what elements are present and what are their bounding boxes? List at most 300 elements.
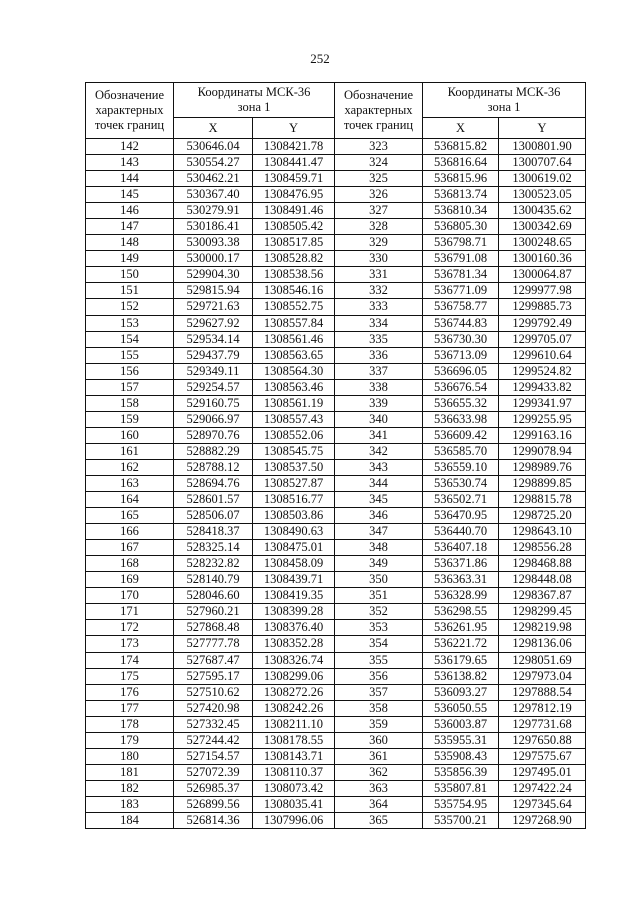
x-header-left: X: [174, 118, 253, 139]
point-number-right: 364: [335, 796, 423, 812]
point-number-right: 324: [335, 155, 423, 171]
table-row: [86, 139, 586, 155]
point-number-left: 143: [86, 155, 174, 171]
table-row: [86, 572, 586, 588]
table-row: [86, 492, 586, 508]
y-value-left: 1307996.06: [253, 812, 335, 828]
x-value-left: 529534.14: [174, 331, 253, 347]
table-row: [86, 347, 586, 363]
x-value-right: 536816.64: [423, 155, 499, 171]
x-value-left: 527332.45: [174, 716, 253, 732]
y-value-left: 1308545.75: [253, 443, 335, 459]
point-number-left: 163: [86, 475, 174, 491]
point-number-right: 334: [335, 315, 423, 331]
y-value-left: 1308299.06: [253, 668, 335, 684]
x-value-left: 527154.57: [174, 748, 253, 764]
y-value-left: 1308517.85: [253, 235, 335, 251]
x-value-left: 530646.04: [174, 139, 253, 155]
x-value-left: 527960.21: [174, 604, 253, 620]
y-value-left: 1308419.35: [253, 588, 335, 604]
x-value-left: 527687.47: [174, 652, 253, 668]
coordinates-table: [85, 82, 586, 829]
y-value-left: 1308561.19: [253, 395, 335, 411]
point-number-left: 167: [86, 540, 174, 556]
point-number-left: 160: [86, 427, 174, 443]
x-value-left: 527072.39: [174, 764, 253, 780]
x-value-left: 530000.17: [174, 251, 253, 267]
x-value-right: 536559.10: [423, 459, 499, 475]
y-value-left: 1308035.41: [253, 796, 335, 812]
x-value-right: 536328.99: [423, 588, 499, 604]
x-value-left: 529721.63: [174, 299, 253, 315]
x-value-left: 528694.76: [174, 475, 253, 491]
y-value-left: 1308441.47: [253, 155, 335, 171]
y-value-right: 1298299.45: [499, 604, 586, 620]
y-value-right: 1298051.69: [499, 652, 586, 668]
y-value-right: 1298136.06: [499, 636, 586, 652]
y-value-right: 1297973.04: [499, 668, 586, 684]
x-value-right: 536502.71: [423, 492, 499, 508]
y-value-left: 1308458.09: [253, 556, 335, 572]
point-number-right: 340: [335, 411, 423, 427]
y-value-left: 1308538.56: [253, 267, 335, 283]
y-value-left: 1308143.71: [253, 748, 335, 764]
point-number-left: 175: [86, 668, 174, 684]
point-number-right: 341: [335, 427, 423, 443]
table-row: [86, 556, 586, 572]
point-number-right: 326: [335, 187, 423, 203]
table-row: [86, 620, 586, 636]
y-value-left: 1308421.78: [253, 139, 335, 155]
y-value-right: 1300619.02: [499, 171, 586, 187]
x-value-left: 529815.94: [174, 283, 253, 299]
y-value-left: 1308110.37: [253, 764, 335, 780]
table-row: [86, 668, 586, 684]
y-value-right: 1298899.85: [499, 475, 586, 491]
y-value-left: 1308475.01: [253, 540, 335, 556]
x-value-left: 526985.37: [174, 780, 253, 796]
y-value-right: 1300435.62: [499, 203, 586, 219]
table-row: [86, 508, 586, 524]
table-row: [86, 604, 586, 620]
point-number-left: 177: [86, 700, 174, 716]
point-number-right: 351: [335, 588, 423, 604]
x-header-right: X: [423, 118, 499, 139]
x-value-left: 530279.91: [174, 203, 253, 219]
point-number-right: 328: [335, 219, 423, 235]
point-number-left: 155: [86, 347, 174, 363]
x-value-left: 529066.97: [174, 411, 253, 427]
x-value-right: 536730.30: [423, 331, 499, 347]
point-number-right: 356: [335, 668, 423, 684]
y-value-right: 1300160.36: [499, 251, 586, 267]
table-row: [86, 459, 586, 475]
y-value-right: 1297575.67: [499, 748, 586, 764]
x-value-left: 527420.98: [174, 700, 253, 716]
point-number-left: 159: [86, 411, 174, 427]
y-value-left: 1308552.75: [253, 299, 335, 315]
point-number-right: 352: [335, 604, 423, 620]
point-number-right: 350: [335, 572, 423, 588]
x-value-right: 535754.95: [423, 796, 499, 812]
point-number-right: 360: [335, 732, 423, 748]
coords-header-right: Координаты МСК-36 зона 1: [423, 83, 586, 118]
table-row: [86, 700, 586, 716]
x-value-right: 536440.70: [423, 524, 499, 540]
table-row: [86, 363, 586, 379]
point-number-left: 157: [86, 379, 174, 395]
table-row: [86, 780, 586, 796]
y-value-left: 1308546.16: [253, 283, 335, 299]
point-number-left: 153: [86, 315, 174, 331]
point-number-right: 329: [335, 235, 423, 251]
y-value-left: 1308557.84: [253, 315, 335, 331]
y-value-right: 1299610.64: [499, 347, 586, 363]
y-value-left: 1308211.10: [253, 716, 335, 732]
point-number-right: 353: [335, 620, 423, 636]
x-value-right: 536815.82: [423, 139, 499, 155]
point-number-left: 180: [86, 748, 174, 764]
x-value-right: 536713.09: [423, 347, 499, 363]
table-row: [86, 299, 586, 315]
point-number-right: 345: [335, 492, 423, 508]
table-row: [86, 411, 586, 427]
y-value-right: 1300801.90: [499, 139, 586, 155]
x-value-right: 536813.74: [423, 187, 499, 203]
table-row: [86, 155, 586, 171]
x-value-right: 536676.54: [423, 379, 499, 395]
table-row: [86, 636, 586, 652]
point-number-right: 358: [335, 700, 423, 716]
point-number-left: 178: [86, 716, 174, 732]
x-value-right: 536585.70: [423, 443, 499, 459]
y-value-right: 1297888.54: [499, 684, 586, 700]
table-row: [86, 475, 586, 491]
x-value-left: 528418.37: [174, 524, 253, 540]
x-value-right: 536371.86: [423, 556, 499, 572]
x-value-left: 527510.62: [174, 684, 253, 700]
point-number-right: 354: [335, 636, 423, 652]
point-number-right: 347: [335, 524, 423, 540]
y-value-right: 1298367.87: [499, 588, 586, 604]
y-value-left: 1308459.71: [253, 171, 335, 187]
point-number-right: 342: [335, 443, 423, 459]
point-number-left: 165: [86, 508, 174, 524]
x-value-right: 536261.95: [423, 620, 499, 636]
x-value-right: 535908.43: [423, 748, 499, 764]
x-value-right: 535856.39: [423, 764, 499, 780]
table-row: [86, 235, 586, 251]
y-value-right: 1299885.73: [499, 299, 586, 315]
point-number-left: 172: [86, 620, 174, 636]
table-row: [86, 315, 586, 331]
x-value-left: 530554.27: [174, 155, 253, 171]
y-value-left: 1308476.95: [253, 187, 335, 203]
y-value-left: 1308561.46: [253, 331, 335, 347]
point-number-right: 344: [335, 475, 423, 491]
x-value-right: 536138.82: [423, 668, 499, 684]
table-row: [86, 267, 586, 283]
y-value-right: 1299705.07: [499, 331, 586, 347]
point-number-left: 168: [86, 556, 174, 572]
point-number-left: 164: [86, 492, 174, 508]
y-value-left: 1308490.63: [253, 524, 335, 540]
point-number-left: 146: [86, 203, 174, 219]
point-number-left: 181: [86, 764, 174, 780]
point-number-right: 327: [335, 203, 423, 219]
y-value-left: 1308563.65: [253, 347, 335, 363]
y-value-left: 1308242.26: [253, 700, 335, 716]
x-value-right: 536093.27: [423, 684, 499, 700]
point-number-left: 161: [86, 443, 174, 459]
x-value-left: 530186.41: [174, 219, 253, 235]
x-value-left: 528046.60: [174, 588, 253, 604]
table-row: [86, 716, 586, 732]
y-header-left: Y: [253, 118, 335, 139]
x-value-left: 530093.38: [174, 235, 253, 251]
point-number-right: 332: [335, 283, 423, 299]
point-number-left: 179: [86, 732, 174, 748]
table-row: [86, 524, 586, 540]
point-number-right: 355: [335, 652, 423, 668]
x-value-left: 528882.29: [174, 443, 253, 459]
point-label-header-left: Обозначение характерных точек границ: [86, 83, 174, 139]
x-value-left: 527868.48: [174, 620, 253, 636]
table-row: [86, 684, 586, 700]
point-number-left: 169: [86, 572, 174, 588]
x-value-right: 535807.81: [423, 780, 499, 796]
y-value-right: 1300342.69: [499, 219, 586, 235]
y-value-right: 1298556.28: [499, 540, 586, 556]
table-row: [86, 812, 586, 828]
point-number-right: 359: [335, 716, 423, 732]
point-number-right: 339: [335, 395, 423, 411]
table-row: [86, 443, 586, 459]
page-number: 252: [310, 51, 330, 66]
y-value-right: 1298815.78: [499, 492, 586, 508]
y-value-right: 1297495.01: [499, 764, 586, 780]
point-number-left: 150: [86, 267, 174, 283]
point-number-left: 183: [86, 796, 174, 812]
point-number-left: 173: [86, 636, 174, 652]
y-value-right: 1299341.97: [499, 395, 586, 411]
point-number-left: 162: [86, 459, 174, 475]
y-value-right: 1298643.10: [499, 524, 586, 540]
x-value-right: 536221.72: [423, 636, 499, 652]
y-value-left: 1308491.46: [253, 203, 335, 219]
y-value-left: 1308439.71: [253, 572, 335, 588]
point-number-right: 333: [335, 299, 423, 315]
x-value-left: 529627.92: [174, 315, 253, 331]
x-value-right: 536470.95: [423, 508, 499, 524]
y-value-left: 1308552.06: [253, 427, 335, 443]
table-row: [86, 171, 586, 187]
x-value-left: 530367.40: [174, 187, 253, 203]
table-row: [86, 395, 586, 411]
x-value-left: 529437.79: [174, 347, 253, 363]
y-value-right: 1298468.88: [499, 556, 586, 572]
y-value-right: 1298989.76: [499, 459, 586, 475]
point-number-right: 348: [335, 540, 423, 556]
y-value-right: 1297268.90: [499, 812, 586, 828]
y-value-left: 1308557.43: [253, 411, 335, 427]
point-number-left: 152: [86, 299, 174, 315]
x-value-left: 527777.78: [174, 636, 253, 652]
point-number-left: 142: [86, 139, 174, 155]
point-number-left: 166: [86, 524, 174, 540]
point-number-left: 148: [86, 235, 174, 251]
y-value-left: 1308399.28: [253, 604, 335, 620]
point-number-left: 158: [86, 395, 174, 411]
x-value-right: 536655.32: [423, 395, 499, 411]
y-value-right: 1297650.88: [499, 732, 586, 748]
y-value-left: 1308272.26: [253, 684, 335, 700]
y-value-left: 1308528.82: [253, 251, 335, 267]
x-value-right: 536771.09: [423, 283, 499, 299]
table-row: [86, 796, 586, 812]
y-value-left: 1308564.30: [253, 363, 335, 379]
point-label-header-right: Обозначение характерных точек границ: [335, 83, 423, 139]
point-number-right: 325: [335, 171, 423, 187]
y-value-right: 1299433.82: [499, 379, 586, 395]
x-value-right: 536798.71: [423, 235, 499, 251]
point-number-right: 343: [335, 459, 423, 475]
x-value-right: 536407.18: [423, 540, 499, 556]
x-value-right: 535700.21: [423, 812, 499, 828]
y-value-right: 1299078.94: [499, 443, 586, 459]
point-number-right: 323: [335, 139, 423, 155]
x-value-right: 536050.55: [423, 700, 499, 716]
y-value-left: 1308503.86: [253, 508, 335, 524]
y-value-right: 1297731.68: [499, 716, 586, 732]
y-value-left: 1308516.77: [253, 492, 335, 508]
point-number-right: 346: [335, 508, 423, 524]
x-value-right: 536758.77: [423, 299, 499, 315]
point-number-right: 362: [335, 764, 423, 780]
y-value-left: 1308352.28: [253, 636, 335, 652]
table-row: [86, 283, 586, 299]
y-value-right: 1298448.08: [499, 572, 586, 588]
x-value-right: 536744.83: [423, 315, 499, 331]
point-number-right: 349: [335, 556, 423, 572]
point-number-left: 176: [86, 684, 174, 700]
point-number-right: 336: [335, 347, 423, 363]
table-row: [86, 732, 586, 748]
x-value-right: 536003.87: [423, 716, 499, 732]
x-value-right: 536609.42: [423, 427, 499, 443]
y-value-left: 1308505.42: [253, 219, 335, 235]
table-row: [86, 748, 586, 764]
table-row: [86, 764, 586, 780]
x-value-left: 528140.79: [174, 572, 253, 588]
x-value-right: 536298.55: [423, 604, 499, 620]
coords-header-left: Координаты МСК-36 зона 1: [174, 83, 335, 118]
y-value-left: 1308537.50: [253, 459, 335, 475]
x-value-right: 536179.65: [423, 652, 499, 668]
x-value-left: 527595.17: [174, 668, 253, 684]
point-number-left: 145: [86, 187, 174, 203]
table-row: [86, 427, 586, 443]
point-number-left: 144: [86, 171, 174, 187]
point-number-right: 365: [335, 812, 423, 828]
x-value-left: 530462.21: [174, 171, 253, 187]
x-value-right: 536696.05: [423, 363, 499, 379]
point-number-left: 184: [86, 812, 174, 828]
x-value-left: 526899.56: [174, 796, 253, 812]
y-value-right: 1298219.98: [499, 620, 586, 636]
table-row: [86, 219, 586, 235]
x-value-left: 528506.07: [174, 508, 253, 524]
y-value-right: 1297812.19: [499, 700, 586, 716]
point-number-left: 154: [86, 331, 174, 347]
x-value-right: 536805.30: [423, 219, 499, 235]
x-value-left: 529349.11: [174, 363, 253, 379]
x-value-left: 529160.75: [174, 395, 253, 411]
x-value-right: 536810.34: [423, 203, 499, 219]
point-number-left: 151: [86, 283, 174, 299]
y-value-right: 1297345.64: [499, 796, 586, 812]
y-value-right: 1300248.65: [499, 235, 586, 251]
y-value-right: 1300707.64: [499, 155, 586, 171]
x-value-left: 529904.30: [174, 267, 253, 283]
y-value-right: 1300523.05: [499, 187, 586, 203]
point-number-left: 170: [86, 588, 174, 604]
point-number-left: 174: [86, 652, 174, 668]
x-value-left: 528601.57: [174, 492, 253, 508]
point-number-right: 361: [335, 748, 423, 764]
y-value-left: 1308073.42: [253, 780, 335, 796]
table-row: [86, 251, 586, 267]
point-number-right: 335: [335, 331, 423, 347]
x-value-right: 535955.31: [423, 732, 499, 748]
y-value-left: 1308326.74: [253, 652, 335, 668]
table-row: [86, 652, 586, 668]
x-value-right: 536530.74: [423, 475, 499, 491]
table-row: [86, 331, 586, 347]
table-row: [86, 379, 586, 395]
point-number-right: 357: [335, 684, 423, 700]
x-value-left: 528970.76: [174, 427, 253, 443]
x-value-left: 528325.14: [174, 540, 253, 556]
y-value-right: 1299977.98: [499, 283, 586, 299]
x-value-right: 536363.31: [423, 572, 499, 588]
y-value-right: 1299163.16: [499, 427, 586, 443]
x-value-left: 528788.12: [174, 459, 253, 475]
point-number-left: 182: [86, 780, 174, 796]
point-number-right: 331: [335, 267, 423, 283]
table-row: [86, 540, 586, 556]
point-number-right: 337: [335, 363, 423, 379]
x-value-right: 536633.98: [423, 411, 499, 427]
x-value-right: 536781.34: [423, 267, 499, 283]
y-value-left: 1308178.55: [253, 732, 335, 748]
x-value-right: 536815.96: [423, 171, 499, 187]
y-value-left: 1308376.40: [253, 620, 335, 636]
point-number-left: 149: [86, 251, 174, 267]
x-value-left: 527244.42: [174, 732, 253, 748]
table-row: [86, 203, 586, 219]
y-value-left: 1308563.46: [253, 379, 335, 395]
x-value-left: 528232.82: [174, 556, 253, 572]
point-number-right: 363: [335, 780, 423, 796]
point-number-left: 156: [86, 363, 174, 379]
point-number-right: 330: [335, 251, 423, 267]
table-row: [86, 187, 586, 203]
point-number-left: 171: [86, 604, 174, 620]
y-value-left: 1308527.87: [253, 475, 335, 491]
x-value-right: 536791.08: [423, 251, 499, 267]
y-value-right: 1299792.49: [499, 315, 586, 331]
